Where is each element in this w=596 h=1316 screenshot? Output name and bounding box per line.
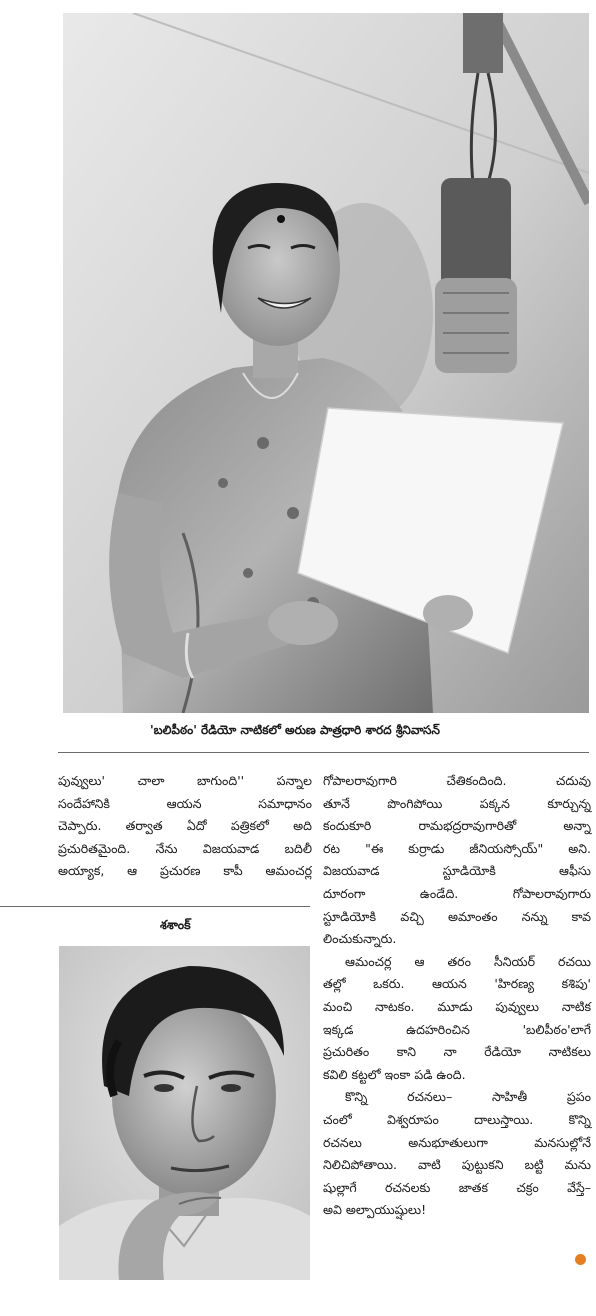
- text-line: అవి అల్పాయుష్షులు!: [323, 1202, 427, 1218]
- paragraph: [323, 770, 591, 951]
- text-line: చెప్పారు. తర్వాత ఏదో పత్రికలో అది: [58, 818, 312, 834]
- photo-caption: 'బలిపీఠం' రేడియో నాటికలో అరుణ పాత్రధారి శారద శ్రీనివాసన్: [150, 723, 440, 737]
- author-portrait-photo: [59, 946, 310, 1280]
- text-line: మంచి నాటకం. మూడు పువ్వులు నాటిక: [323, 998, 591, 1014]
- text-line: ప్రచురితమైంది. నేను విజయవాడ బదిలీ: [58, 840, 312, 856]
- text-line: చంలో విశ్వరూపం దాలుస్తాయి. కొన్ని: [323, 1111, 591, 1127]
- end-mark-bullet-icon: [575, 1254, 586, 1265]
- text-line: కందుకూరి రామభద్రరావుగారితో అన్నా: [323, 818, 591, 834]
- left-column-text: [58, 770, 312, 883]
- text-line: లించుకున్నారు.: [323, 931, 397, 947]
- right-column-text: [323, 770, 591, 1222]
- radio-drama-photo: [63, 13, 589, 713]
- text-line: నిలిచిపోతాయి. వాటి పుట్టుకని బట్టి మను: [323, 1157, 591, 1173]
- paragraph: [323, 951, 591, 1087]
- text-line: అయ్యాక, ఆ ప్రచురణ కాపీ ఆమంచర్ల: [58, 863, 312, 879]
- text-line: ఆమంచర్ల ఆ తరం సీనియర్ రచయి: [345, 953, 591, 969]
- paragraph: [323, 1086, 591, 1222]
- text-line: తల్లో ఒకరు. ఆయన 'హిరణ్య కశిపు': [323, 976, 591, 992]
- text-line: షుల్లాగే రచనలకు జాతక చక్రం వేస్తే–: [323, 1179, 591, 1195]
- text-line: తూనే పొంగిపోయి పక్కన కూర్చున్న: [323, 795, 591, 811]
- text-line: సందేహానికి ఆయన సమాధానం: [58, 795, 312, 811]
- text-line: రచనలు అనుభూతులుగా మనసుల్లోనే: [323, 1134, 591, 1150]
- text-line: గోపాలరావుగారి చేతికందింది. చదువు: [323, 773, 591, 788]
- text-line: దూరంగా ఉండేది. గోపాలరావుగారు: [323, 885, 591, 901]
- text-line: రట "ఈ కుర్రాడు జీనియస్సోయ్" అని.: [323, 840, 591, 856]
- text-line: పువ్వులు' చాలా బాగుంది'' పన్నాల: [58, 773, 312, 788]
- text-line: స్టూడియోకి వచ్చి అమాంతం నన్ను కావ: [323, 908, 591, 924]
- author-label: శశాంక్: [160, 917, 191, 932]
- section-divider: [58, 752, 589, 753]
- text-line: కొన్ని రచనలు– సాహితీ ప్రపం: [345, 1089, 591, 1105]
- column-divider: [0, 906, 310, 907]
- text-line: ప్రచురితం కాని నా రేడియో నాటికలు: [323, 1044, 591, 1060]
- text-line: కవిలి కట్టలో ఇంకా పడి ఉంది.: [323, 1066, 466, 1082]
- text-line: విజయవాడ స్టూడియోకి ఆఫీసు: [323, 863, 591, 879]
- text-line: ఇక్కడ ఉదహరించిన 'బలిపీఠం'లాగే: [323, 1021, 591, 1037]
